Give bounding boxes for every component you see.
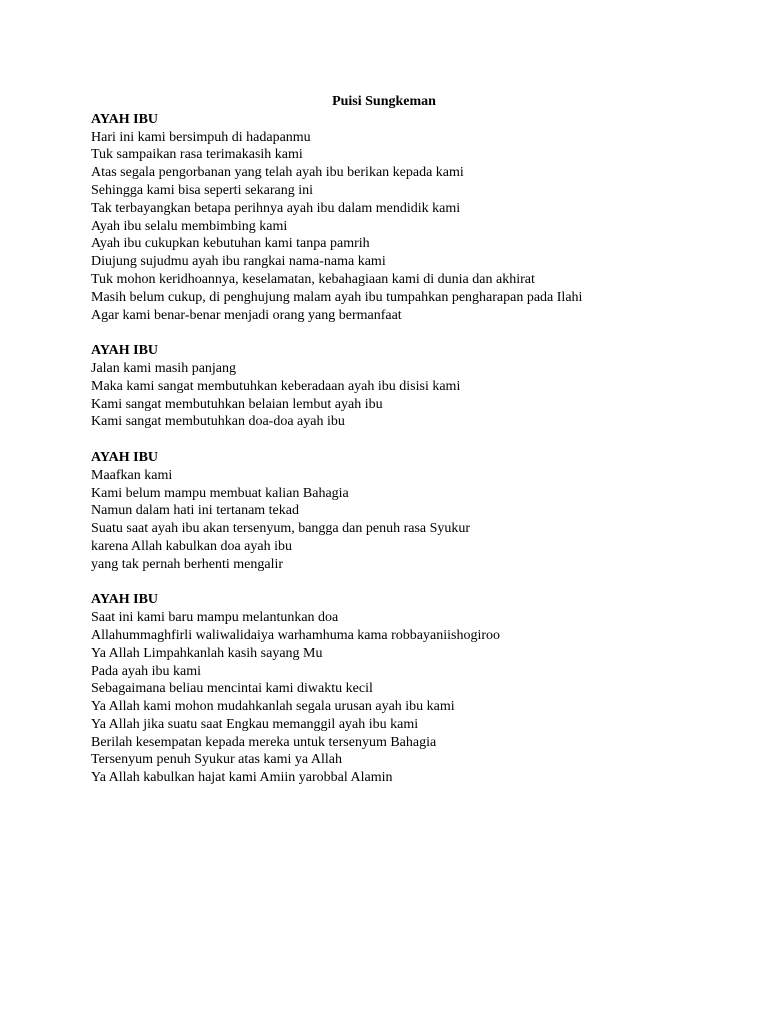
stanza-1 xyxy=(91,111,691,325)
poem-line: Maafkan kami xyxy=(91,467,173,483)
stanza-4 xyxy=(91,591,691,787)
poem-line: Ayah ibu selalu membimbing kami xyxy=(91,218,288,234)
poem-line: Agar kami benar-benar menjadi orang yang bermanfaat xyxy=(91,307,402,323)
poem-line: Tak terbayangkan betapa perihnya ayah ibu dalam mendidik kami xyxy=(91,200,461,216)
stanza-3 xyxy=(91,449,691,574)
poem-line: Sebagaimana beliau mencintai kami diwaktu kecil xyxy=(91,681,373,697)
stanza-heading: AYAH IBU xyxy=(91,343,159,359)
poem-line: Ya Allah Limpahkanlah kasih sayang Mu xyxy=(91,645,323,661)
poem-line: Kami belum mampu membuat kalian Bahagia xyxy=(91,485,349,501)
poem-title: Puisi Sungkeman xyxy=(332,94,436,109)
poem-line: Diujung sujudmu ayah ibu rangkai nama-nama kami xyxy=(91,254,386,270)
poem-line: Tuk sampaikan rasa terimakasih kami xyxy=(91,147,303,163)
poem-line: Namun dalam hati ini tertanam tekad xyxy=(91,503,299,519)
poem-line: yang tak pernah berhenti mengalir xyxy=(91,556,284,572)
poem-line: Atas segala pengorbanan yang telah ayah ibu berikan kepada kami xyxy=(91,165,464,181)
poem-line: Jalan kami masih panjang xyxy=(91,360,237,376)
stanza-heading: AYAH IBU xyxy=(91,111,159,127)
poem-line: Maka kami sangat membutuhkan keberadaan ayah ibu disisi kami xyxy=(91,378,461,394)
poem-line: Kami sangat membutuhkan doa-doa ayah ibu xyxy=(91,414,345,430)
stanza-heading: AYAH IBU xyxy=(91,449,159,465)
poem-line: Ya Allah kabulkan hajat kami Amiin yarobbal Alamin xyxy=(91,770,393,786)
poem-line: Allahummaghfirli waliwalidaiya warhamhuma kama robbayaniishogiroo xyxy=(91,627,500,643)
poem-line: Saat ini kami baru mampu melantunkan doa xyxy=(91,610,339,626)
poem-line: Kami sangat membutuhkan belaian lembut ayah ibu xyxy=(91,396,383,412)
stanza-2 xyxy=(91,342,691,431)
poem-line: Tuk mohon keridhoannya, keselamatan, kebahagiaan kami di dunia dan akhirat xyxy=(91,271,535,287)
poem-line: Berilah kesempatan kepada mereka untuk tersenyum Bahagia xyxy=(91,734,437,750)
poem-line: Masih belum cukup, di penghujung malam ayah ibu tumpahkan pengharapan pada Ilahi xyxy=(91,289,583,305)
stanza-heading: AYAH IBU xyxy=(91,592,159,608)
poem-line: Pada ayah ibu kami xyxy=(91,663,202,679)
poem-line: Ya Allah jika suatu saat Engkau memanggil ayah ibu kami xyxy=(91,716,419,732)
poem-line: Ayah ibu cukupkan kebutuhan kami tanpa pamrih xyxy=(91,236,370,252)
poem-line: karena Allah kabulkan doa ayah ibu xyxy=(91,538,292,554)
poem-line: Sehingga kami bisa seperti sekarang ini xyxy=(91,182,313,198)
poem-line: Ya Allah kami mohon mudahkanlah segala urusan ayah ibu kami xyxy=(91,699,455,715)
poem-line: Hari ini kami bersimpuh di hadapanmu xyxy=(91,129,311,145)
poem-line: Suatu saat ayah ibu akan tersenyum, bangga dan penuh rasa Syukur xyxy=(91,521,471,537)
document-page xyxy=(91,93,691,787)
poem-line: Tersenyum penuh Syukur atas kami ya Allah xyxy=(91,752,342,768)
